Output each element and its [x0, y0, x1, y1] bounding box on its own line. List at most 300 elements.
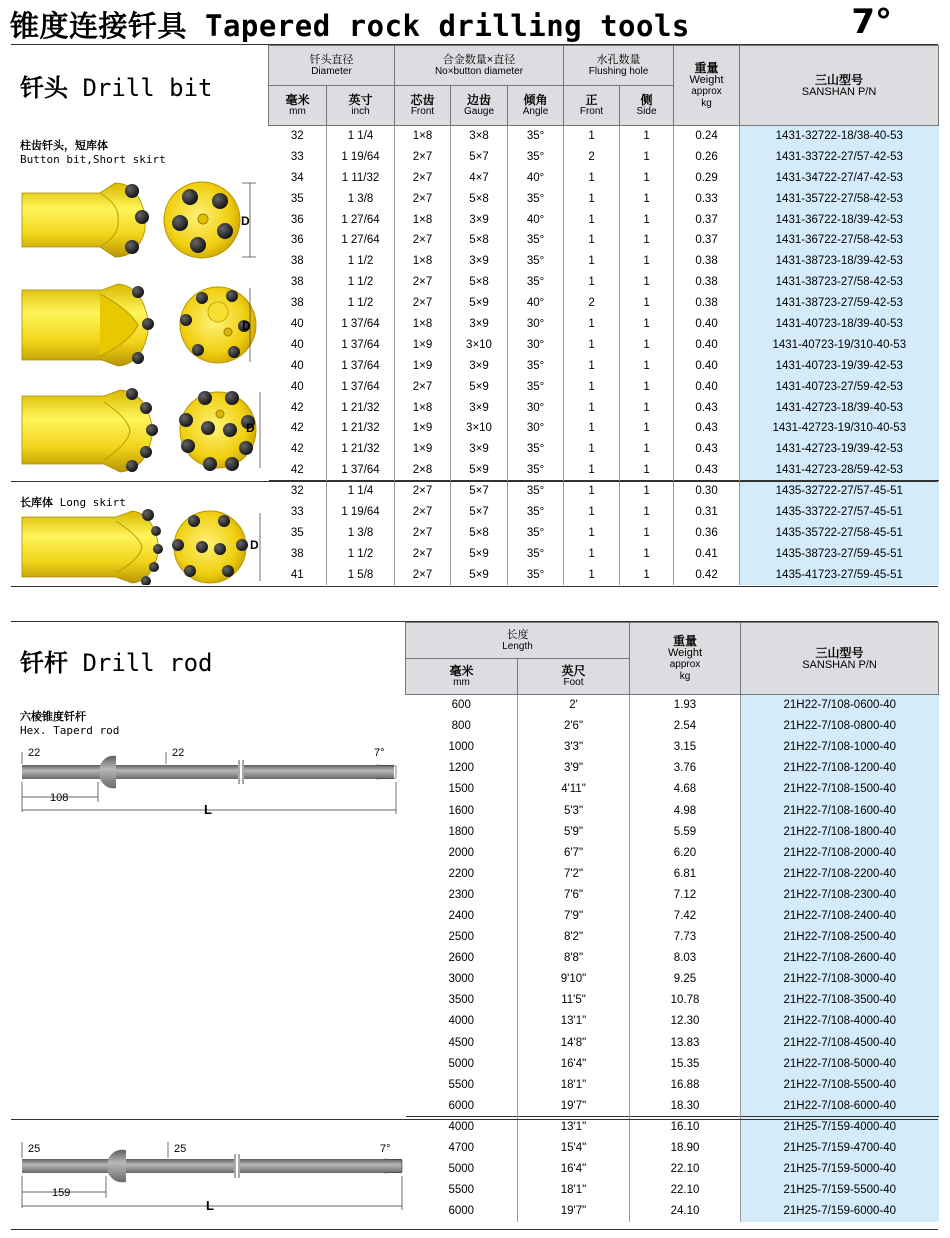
long-skirt-divider [11, 481, 938, 482]
table-cell: 40 [269, 334, 327, 355]
table-cell: 5×9 [451, 543, 508, 564]
table-cell: 7.73 [630, 927, 741, 948]
table-cell: 5'9" [518, 821, 630, 842]
table-cell: 1 1/2 [327, 272, 395, 293]
table-cell: 2600 [406, 948, 518, 969]
rod-row [406, 1201, 939, 1222]
table-cell: 8'8" [518, 948, 630, 969]
table-cell: 1431-35722-27/58-42-53 [740, 188, 939, 209]
table-cell: 6.81 [630, 863, 741, 884]
table-cell: 4.68 [630, 779, 741, 800]
rod22-hex-label: 22 [28, 747, 41, 759]
table-cell: 5×9 [451, 376, 508, 397]
table-cell: 3×8 [451, 126, 508, 147]
table-cell: 2.54 [630, 716, 741, 737]
rod-row [406, 948, 939, 969]
bit-row [269, 522, 939, 543]
table-cell: 4.98 [630, 800, 741, 821]
table-cell: 3×9 [451, 397, 508, 418]
table-cell: 38 [269, 293, 327, 314]
table-cell: 30° [508, 314, 564, 335]
table-cell: 1 [564, 543, 620, 564]
table-cell: 1431-40723-19/39-42-53 [740, 355, 939, 376]
table-cell: 1 19/64 [327, 502, 395, 523]
table-cell: 3×9 [451, 314, 508, 335]
bit-row [269, 146, 939, 167]
table-cell: 1800 [406, 821, 518, 842]
table-cell: 1×8 [395, 209, 451, 230]
rod25-angle-label: 7° [380, 1143, 391, 1155]
table-cell: 21H22-7/108-3500-40 [741, 990, 939, 1011]
table-cell: 21H22-7/108-0600-40 [741, 695, 939, 716]
table-cell: 2×7 [395, 230, 451, 251]
table-cell: 2×8 [395, 460, 451, 481]
short-skirt-caption: 柱齿钎头，短库体 Button bit,Short skirt [20, 139, 166, 166]
table-cell: 1 [620, 167, 674, 188]
table-cell: 7'6" [518, 884, 630, 905]
table-cell: 40° [508, 167, 564, 188]
table-cell: 35 [269, 522, 327, 543]
table-cell: 1 [564, 460, 620, 481]
table-cell: 1431-33722-27/57-42-53 [740, 146, 939, 167]
table-cell: 35 [269, 188, 327, 209]
table-cell: 1 27/64 [327, 209, 395, 230]
table-cell: 0.38 [674, 251, 740, 272]
table-cell: 1431-32722-18/38-40-53 [740, 126, 939, 147]
table-cell: 1.93 [630, 695, 741, 716]
table-cell: 13'1" [518, 1116, 630, 1137]
table-cell: 1 21/32 [327, 397, 395, 418]
table-cell: 0.38 [674, 293, 740, 314]
table-cell: 7.12 [630, 884, 741, 905]
bit-row [269, 293, 939, 314]
table-cell: 1435-33722-27/57-45-51 [740, 502, 939, 523]
bit-image-2 [20, 280, 270, 370]
table-cell: 1 [620, 397, 674, 418]
table-cell: 0.37 [674, 230, 740, 251]
table-cell: 24.10 [630, 1201, 741, 1222]
table-cell: 5×9 [451, 460, 508, 481]
table-cell: 3×9 [451, 209, 508, 230]
table-cell: 1 [564, 355, 620, 376]
table-cell: 1431-40723-19/310-40-53 [740, 334, 939, 355]
table-cell: 2×7 [395, 167, 451, 188]
table-cell: 1500 [406, 779, 518, 800]
rod-row [406, 1180, 939, 1201]
table-cell: 2×7 [395, 564, 451, 585]
table-cell: 1 [620, 460, 674, 481]
table-cell: 5×8 [451, 188, 508, 209]
table-cell: 18'1" [518, 1074, 630, 1095]
table-cell: 2'6" [518, 716, 630, 737]
table-cell: 1435-41723-27/59-45-51 [740, 564, 939, 585]
taper-angle: 7° [851, 2, 892, 42]
table-cell: 2000 [406, 842, 518, 863]
table-cell: 21H22-7/108-3000-40 [741, 969, 939, 990]
table-cell: 35° [508, 230, 564, 251]
table-cell: 2200 [406, 863, 518, 884]
table-cell: 21H22-7/108-2400-40 [741, 905, 939, 926]
table-cell: 8.03 [630, 948, 741, 969]
page-title: 锥度连接钎具 Tapered rock drilling tools [10, 9, 690, 43]
table-cell: 1 [564, 418, 620, 439]
table-cell: 36 [269, 209, 327, 230]
table-cell: 1 1/2 [327, 251, 395, 272]
rod-row [406, 1074, 939, 1095]
table-cell: 2400 [406, 905, 518, 926]
table-cell: 5×8 [451, 230, 508, 251]
table-cell: 4'11" [518, 779, 630, 800]
table-cell: 0.37 [674, 209, 740, 230]
bit-row [269, 397, 939, 418]
drill-bit-title: 钎头 Drill bit [20, 74, 213, 102]
table-cell: 0.38 [674, 272, 740, 293]
table-cell: 1431-42723-18/39-40-53 [740, 397, 939, 418]
rod25-length-label: L [206, 1198, 214, 1213]
table-cell: 1×9 [395, 355, 451, 376]
bit-row [269, 502, 939, 523]
flushing-header: 水孔数量 Flushing hole [564, 46, 674, 86]
bit-long-rows [269, 481, 939, 585]
table-cell: 14'8" [518, 1032, 630, 1053]
table-cell: 1 37/64 [327, 334, 395, 355]
rod-row [406, 737, 939, 758]
table-cell: 3×9 [451, 251, 508, 272]
table-cell: 40° [508, 293, 564, 314]
table-cell: 1 [620, 564, 674, 585]
table-cell: 1 [564, 188, 620, 209]
rod-row [406, 969, 939, 990]
table-cell: 1 [564, 481, 620, 502]
table-cell: 2×7 [395, 272, 451, 293]
table-cell: 4×7 [451, 167, 508, 188]
table-cell: 1 [564, 314, 620, 335]
table-cell: 1 1/2 [327, 543, 395, 564]
table-cell: 1×9 [395, 418, 451, 439]
table-cell: 1431-40723-18/39-40-53 [740, 314, 939, 335]
table-cell: 35° [508, 564, 564, 585]
rod25-shank-label: 159 [52, 1187, 71, 1199]
table-cell: 21H22-7/108-1200-40 [741, 758, 939, 779]
table-cell: 1 11/32 [327, 167, 395, 188]
table-cell: 5×7 [451, 502, 508, 523]
table-cell: 22.10 [630, 1180, 741, 1201]
table-cell: 13'1" [518, 1011, 630, 1032]
table-cell: 9.25 [630, 969, 741, 990]
rod-row [406, 695, 939, 716]
table-cell: 0.43 [674, 439, 740, 460]
table-cell: 21H22-7/108-6000-40 [741, 1095, 939, 1116]
table-cell: 0.41 [674, 543, 740, 564]
table-cell: 21H22-7/108-5500-40 [741, 1074, 939, 1095]
table-cell: 6.20 [630, 842, 741, 863]
table-cell: 0.33 [674, 188, 740, 209]
table-cell: 1 21/32 [327, 439, 395, 460]
table-cell: 8'2" [518, 927, 630, 948]
diameter-header: 钎头直径 Diameter [269, 46, 395, 86]
table-cell: 4000 [406, 1116, 518, 1137]
table-cell: 7'2" [518, 863, 630, 884]
table-cell: 1435-32722-27/57-45-51 [740, 481, 939, 502]
table-cell: 33 [269, 146, 327, 167]
table-cell: 2×7 [395, 376, 451, 397]
table-cell: 1×8 [395, 314, 451, 335]
table-cell: 1 [620, 522, 674, 543]
table-cell: 800 [406, 716, 518, 737]
table-cell: 1431-42723-28/59-42-53 [740, 460, 939, 481]
table-cell: 1 3/8 [327, 188, 395, 209]
table-cell: 5×8 [451, 522, 508, 543]
table-cell: 18.30 [630, 1095, 741, 1116]
rod-foot-header: 英尺 Foot [518, 659, 630, 695]
table-cell: 0.30 [674, 481, 740, 502]
bit-row [269, 314, 939, 335]
table-cell: 0.26 [674, 146, 740, 167]
rod-row [406, 779, 939, 800]
table-cell: 38 [269, 251, 327, 272]
table-cell: 1 37/64 [327, 460, 395, 481]
table-cell: 35° [508, 481, 564, 502]
rod-row [406, 800, 939, 821]
table-cell: 2×7 [395, 543, 451, 564]
gauge-header: 边齿 Gauge [451, 86, 508, 126]
table-cell: 1 [620, 188, 674, 209]
table-cell: 1 37/64 [327, 376, 395, 397]
table-cell: 1431-36722-27/58-42-53 [740, 230, 939, 251]
table-cell: 1431-38723-27/59-42-53 [740, 293, 939, 314]
table-cell: 5×9 [451, 564, 508, 585]
bit-row [269, 230, 939, 251]
fh-front-header: 正 Front [564, 86, 620, 126]
drill-rod-table [405, 622, 939, 1222]
table-cell: 18'1" [518, 1180, 630, 1201]
table-cell: 16.10 [630, 1116, 741, 1137]
table-cell: 1431-36722-18/39-42-53 [740, 209, 939, 230]
table-cell: 1431-42723-19/310-40-53 [740, 418, 939, 439]
bit-short-rows [269, 126, 939, 481]
buttons-header: 合金数量×直径 No×button diameter [395, 46, 564, 86]
table-cell: 21H25-7/159-6000-40 [741, 1201, 939, 1222]
table-cell: 1435-35722-27/58-45-51 [740, 522, 939, 543]
table-cell: 1200 [406, 758, 518, 779]
table-cell: 1 [620, 272, 674, 293]
table-cell: 1 [564, 397, 620, 418]
table-cell: 0.36 [674, 522, 740, 543]
drill-rod-title: 钎杆 Drill rod [20, 649, 213, 677]
table-cell: 4500 [406, 1032, 518, 1053]
front-header: 芯齿 Front [395, 86, 451, 126]
table-cell: 35° [508, 251, 564, 272]
table-cell: 2×7 [395, 293, 451, 314]
table-cell: 21H25-7/159-5500-40 [741, 1180, 939, 1201]
table-cell: 12.30 [630, 1011, 741, 1032]
bit-row [269, 209, 939, 230]
bit-row [269, 167, 939, 188]
angle-header: 倾角 Angle [508, 86, 564, 126]
table-cell: 3×10 [451, 334, 508, 355]
table-cell: 1 [620, 418, 674, 439]
bit-row [269, 418, 939, 439]
table-cell: 1 [564, 376, 620, 397]
table-cell: 21H22-7/108-1800-40 [741, 821, 939, 842]
table-cell: 33 [269, 502, 327, 523]
table-cell: 3.15 [630, 737, 741, 758]
table-cell: 5000 [406, 1053, 518, 1074]
bit-row [269, 126, 939, 147]
rod22-rows [406, 695, 939, 1117]
table-cell: 2 [564, 146, 620, 167]
dimension-label: D [250, 538, 259, 552]
long-skirt-caption: 长库体 Long skirt [20, 496, 126, 509]
table-cell: 3×9 [451, 355, 508, 376]
table-cell: 1 [564, 439, 620, 460]
table-cell: 3'3" [518, 737, 630, 758]
rod-row [406, 1095, 939, 1116]
rod25-hex-label-2: 25 [174, 1143, 187, 1155]
fh-side-header: 侧 Side [620, 86, 674, 126]
table-cell: 38 [269, 543, 327, 564]
table-cell: 5.59 [630, 821, 741, 842]
table-cell: 7.42 [630, 905, 741, 926]
table-cell: 34 [269, 167, 327, 188]
table-cell: 35° [508, 355, 564, 376]
table-cell: 1 [620, 334, 674, 355]
drill-bit-table [268, 45, 939, 585]
table-cell: 16'4" [518, 1159, 630, 1180]
rod-row [406, 1032, 939, 1053]
table-cell: 0.40 [674, 314, 740, 335]
table-cell: 0.31 [674, 502, 740, 523]
table-cell: 0.40 [674, 334, 740, 355]
table-cell: 1 [620, 543, 674, 564]
table-cell: 6000 [406, 1201, 518, 1222]
table-cell: 13.83 [630, 1032, 741, 1053]
table-cell: 0.40 [674, 355, 740, 376]
table-cell: 40° [508, 209, 564, 230]
table-cell: 42 [269, 397, 327, 418]
dimension-label: D [242, 319, 251, 333]
table-cell: 1 [620, 230, 674, 251]
table-cell: 1600 [406, 800, 518, 821]
table-cell: 1 21/32 [327, 418, 395, 439]
bit-row [269, 481, 939, 502]
table-cell: 1 27/64 [327, 230, 395, 251]
rod-row [406, 990, 939, 1011]
table-cell: 600 [406, 695, 518, 716]
table-cell: 40 [269, 355, 327, 376]
table-cell: 1 [620, 502, 674, 523]
bit-row [269, 188, 939, 209]
bit-row [269, 334, 939, 355]
table-cell: 2500 [406, 927, 518, 948]
table-cell: 2×7 [395, 502, 451, 523]
table-cell: 1 [620, 481, 674, 502]
bit-image-3 [20, 384, 270, 476]
table-cell: 1 [620, 439, 674, 460]
table-cell: 16'4" [518, 1053, 630, 1074]
table-cell: 2 [564, 293, 620, 314]
table-cell: 5×7 [451, 481, 508, 502]
table-cell: 6'7" [518, 842, 630, 863]
table-cell: 41 [269, 564, 327, 585]
table-cell: 32 [269, 126, 327, 147]
table-cell: 3'9" [518, 758, 630, 779]
table-cell: 21H22-7/108-4500-40 [741, 1032, 939, 1053]
table-cell: 35° [508, 126, 564, 147]
table-cell: 35° [508, 502, 564, 523]
table-cell: 1 [564, 209, 620, 230]
table-cell: 21H22-7/108-2300-40 [741, 884, 939, 905]
table-cell: 15'4" [518, 1137, 630, 1158]
table-cell: 30° [508, 334, 564, 355]
rod-row [406, 927, 939, 948]
table-cell: 38 [269, 272, 327, 293]
table-cell: 9'10" [518, 969, 630, 990]
rod-row [406, 1011, 939, 1032]
dimension-label: D [246, 421, 255, 435]
rod22-drawing [18, 742, 403, 822]
inch-header: 英寸 inch [327, 86, 395, 126]
rod-row [406, 1159, 939, 1180]
table-cell: 30° [508, 418, 564, 439]
bit-row [269, 564, 939, 585]
table-cell: 30° [508, 397, 564, 418]
table-cell: 1431-40723-27/59-42-53 [740, 376, 939, 397]
pn-header: 三山型号 SANSHAN P/N [740, 46, 939, 126]
length-header: 长度 Length [406, 623, 630, 659]
rod-row [406, 884, 939, 905]
table-cell: 32 [269, 481, 327, 502]
table-cell: 35° [508, 460, 564, 481]
table-cell: 5000 [406, 1159, 518, 1180]
table-cell: 0.43 [674, 397, 740, 418]
table-cell: 1 [620, 314, 674, 335]
table-cell: 1 [564, 502, 620, 523]
table-cell: 5×7 [451, 146, 508, 167]
rod25-rows [406, 1116, 939, 1221]
table-cell: 3.76 [630, 758, 741, 779]
table-cell: 1 [620, 293, 674, 314]
table-cell: 1431-34722-27/47-42-53 [740, 167, 939, 188]
table-cell: 0.42 [674, 564, 740, 585]
bit-image-1 [20, 175, 270, 265]
table-cell: 22.10 [630, 1159, 741, 1180]
table-cell: 2×7 [395, 146, 451, 167]
table-cell: 3×9 [451, 439, 508, 460]
rod-weight-header: 重量 Weight approx kg [630, 623, 741, 695]
table-cell: 21H22-7/108-2500-40 [741, 927, 939, 948]
bit-row [269, 376, 939, 397]
table-cell: 1 [620, 126, 674, 147]
table-cell: 1431-38723-18/39-42-53 [740, 251, 939, 272]
table-cell: 3×10 [451, 418, 508, 439]
table-cell: 2' [518, 695, 630, 716]
table-cell: 21H22-7/108-1600-40 [741, 800, 939, 821]
weight-header: 重量 Weight approx kg [674, 46, 740, 126]
table-cell: 1 1/4 [327, 126, 395, 147]
rod-caption: 六棱锥度钎杆 Hex. Taperd rod [20, 710, 120, 737]
rod25-hex-label: 25 [28, 1143, 41, 1155]
table-cell: 6000 [406, 1095, 518, 1116]
table-cell: 2×7 [395, 522, 451, 543]
table-cell: 0.43 [674, 460, 740, 481]
table-cell: 21H22-7/108-2000-40 [741, 842, 939, 863]
table-cell: 1 [620, 209, 674, 230]
rod-row [406, 821, 939, 842]
table-cell: 21H22-7/108-4000-40 [741, 1011, 939, 1032]
table-cell: 35° [508, 188, 564, 209]
table-cell: 11'5" [518, 990, 630, 1011]
